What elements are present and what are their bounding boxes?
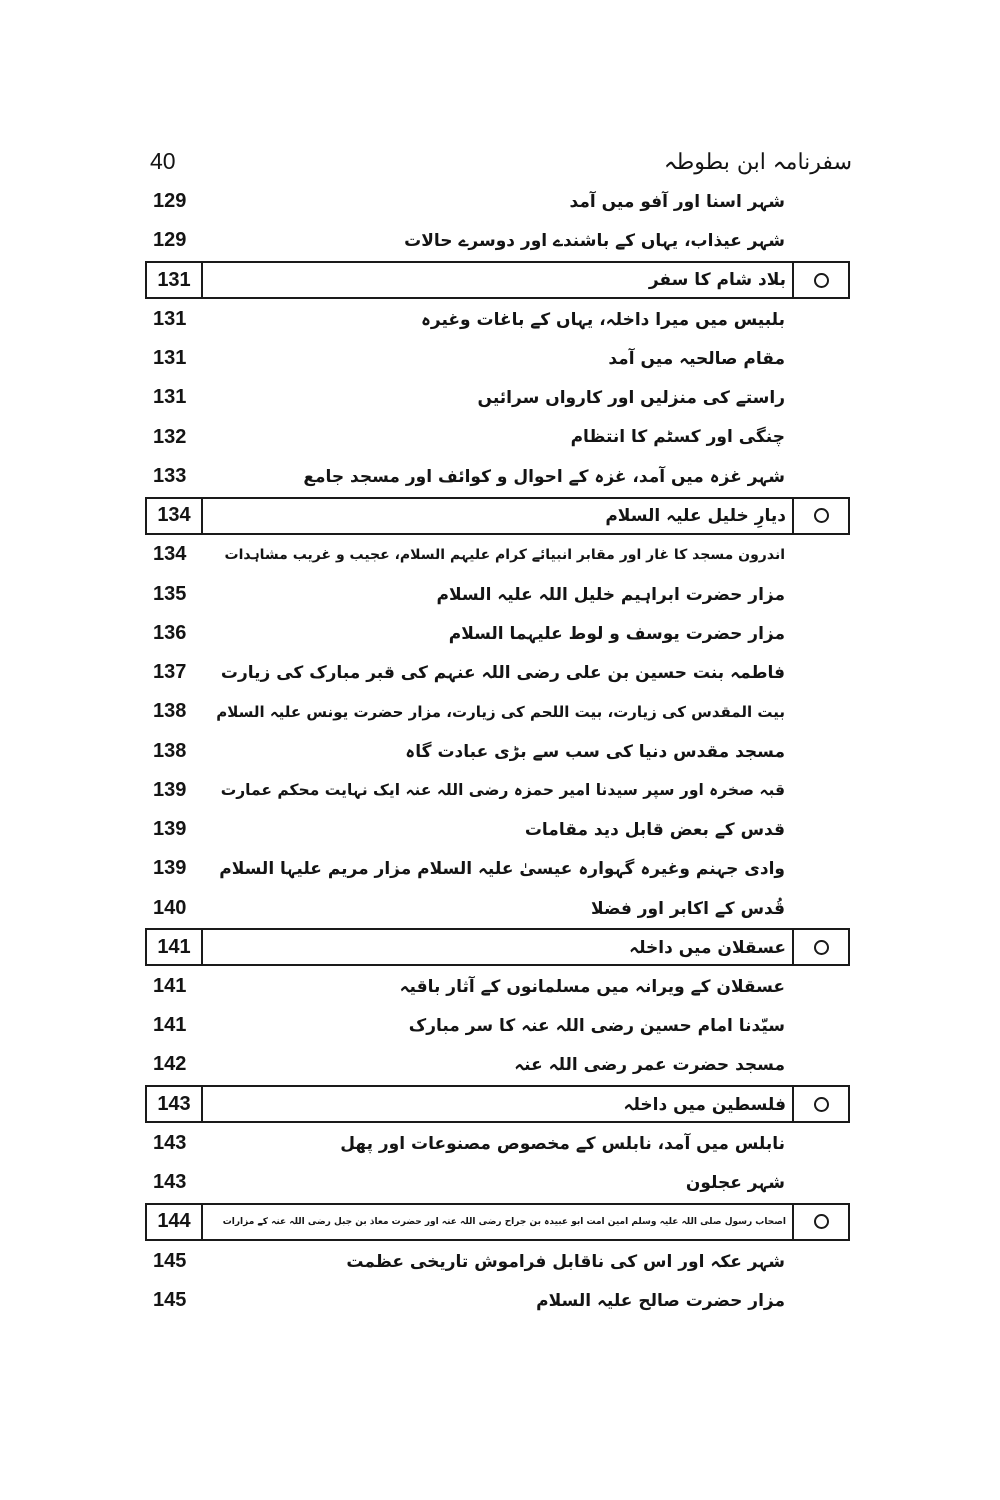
toc-entry xyxy=(145,221,850,260)
toc-entry-title: مزار حضرت ابراہیم خلیل اللہ علیہ السلام xyxy=(436,584,785,605)
section-bullet-icon xyxy=(792,1205,848,1239)
toc-entry-title: شہر عکہ اور اس کی ناقابل فراموش تاریخی عظمت xyxy=(346,1251,785,1272)
toc-entry xyxy=(145,300,850,339)
toc-entry-title: قُدس کے اکابر اور فضلا xyxy=(591,898,785,919)
toc-section-heading xyxy=(145,928,850,966)
circle-icon xyxy=(814,1097,829,1112)
toc-entry xyxy=(145,731,850,770)
toc-page-number: 131 xyxy=(147,263,203,297)
circle-icon xyxy=(814,508,829,523)
circle-icon xyxy=(814,1214,829,1229)
toc-entry-title: چنگی اور کسٹم کا انتظام xyxy=(570,427,785,448)
toc-entry xyxy=(145,1281,850,1320)
toc-entry-title: بلاد شام کا سفر xyxy=(648,270,786,291)
toc-page-number: 142 xyxy=(153,1053,187,1076)
toc-entry xyxy=(145,1124,850,1163)
toc-entry xyxy=(145,849,850,888)
section-bullet-icon xyxy=(792,499,848,533)
toc-page-number: 139 xyxy=(153,857,187,880)
toc-entry-title: عسقلان میں داخلہ xyxy=(629,937,786,958)
toc-entry-title: مزار حضرت صالح علیہ السلام xyxy=(536,1290,785,1311)
toc-page-number: 131 xyxy=(153,307,187,330)
toc-entry-title: مسجد حضرت عمر رضی اللہ عنہ xyxy=(514,1055,785,1076)
toc-section-heading xyxy=(145,1203,850,1241)
toc-entry-title: نابلس میں آمد، نابلس کے مخصوص مصنوعات اور پھل xyxy=(340,1133,785,1154)
toc-entry-title: مسجد مقدس دنیا کی سب سے بڑی عبادت گاہ xyxy=(405,741,785,762)
toc-entry-title: فاطمہ بنت حسین بن علی رضی اللہ عنہم کی قبر مبارک کی زیارت xyxy=(220,663,785,683)
toc-entry-title: راستے کی منزلیں اور کارواں سرائیں xyxy=(477,388,785,409)
circle-icon xyxy=(814,273,829,288)
toc-page-number: 131 xyxy=(153,386,187,409)
toc-page-number: 138 xyxy=(153,739,187,762)
toc-page-number: 134 xyxy=(147,499,203,533)
toc-page-number: 143 xyxy=(153,1131,187,1154)
toc-entry-title: فلسطین میں داخلہ xyxy=(623,1094,786,1115)
toc-entry-title: شہر غزہ میں آمد، غزہ کے احوال و کوائف اور مسجد جامع xyxy=(303,466,785,487)
toc-page-number: 129 xyxy=(153,190,187,213)
toc-entry xyxy=(145,182,850,221)
toc-page-number: 132 xyxy=(153,425,187,448)
toc-entry xyxy=(145,653,850,692)
toc-entry xyxy=(145,1163,850,1202)
toc-entry xyxy=(145,1006,850,1045)
toc-page-number: 134 xyxy=(153,543,187,566)
toc-page-number: 135 xyxy=(153,582,187,605)
toc-entry-title: شہر اسنا اور آفو میں آمد xyxy=(569,192,785,213)
toc-page-number: 143 xyxy=(147,1087,203,1121)
toc-entry xyxy=(145,417,850,456)
toc-entry-title: اندرون مسجد کا غار اور مقابر انبیائے کرام علیہم السلام، عجیب و غریب مشاہدات xyxy=(224,546,785,563)
toc-entry xyxy=(145,378,850,417)
toc-page-number: 139 xyxy=(153,818,187,840)
section-bullet-icon xyxy=(792,1087,848,1121)
toc-entry xyxy=(145,574,850,613)
toc-page-number: 133 xyxy=(153,464,187,487)
section-bullet-icon xyxy=(792,263,848,297)
toc-entry-title: بلبیس میں میرا داخلہ، یہاں کے باغات وغیرہ xyxy=(420,309,785,330)
toc-entry xyxy=(145,810,850,849)
toc-page-number: 138 xyxy=(153,700,187,723)
toc-page-number: 129 xyxy=(153,229,187,252)
toc-page-number: 141 xyxy=(147,930,203,964)
toc-entry-title: شہر عیذاب، یہاں کے باشندے اور دوسرے حالات xyxy=(404,231,785,252)
toc-entry-title: وادی جہنم وغیرہ گہوارہ عیسیٰ علیہ السلام مزار مریم علیہا السلام xyxy=(219,859,785,880)
toc-entry-title: شہر عجلون xyxy=(685,1173,785,1194)
circle-icon xyxy=(814,940,829,955)
toc-entry-title: مقام صالحیہ میں آمد xyxy=(608,349,785,370)
toc-entry xyxy=(145,1045,850,1084)
toc-entry xyxy=(145,457,850,496)
toc-page-number: 137 xyxy=(153,661,187,683)
toc-page-number: 136 xyxy=(153,621,187,644)
toc-page-number: 131 xyxy=(153,347,187,370)
book-title: سفرنامہ ابن بطوطہ xyxy=(663,150,852,175)
toc-entry xyxy=(145,614,850,653)
toc-page-number: 145 xyxy=(153,1249,187,1272)
page-number: 40 xyxy=(150,148,176,174)
toc-entry xyxy=(145,692,850,731)
section-bullet-icon xyxy=(792,930,848,964)
toc-entry-title: اصحاب رسول صلی اللہ علیہ وسلم امین امت ابو عبیدہ بن جراح رضی اللہ عنہ اور حضرت معاذ بن جبل رضی اللہ عنہ کے مزارات xyxy=(222,1216,786,1227)
toc-entry-title: دیارِ خلیل علیہ السلام xyxy=(605,506,786,527)
toc-page-number: 145 xyxy=(153,1288,187,1311)
toc-entry xyxy=(145,535,850,574)
toc-section-heading xyxy=(145,497,850,535)
toc-entry xyxy=(145,1241,850,1280)
toc-page-number: 141 xyxy=(153,1014,187,1037)
toc-page-number: 143 xyxy=(153,1171,187,1194)
toc-entry-title: عسقلان کے ویرانہ میں مسلمانوں کے آثار باقیہ xyxy=(399,976,785,997)
toc-section-heading xyxy=(145,1085,850,1123)
toc-entry xyxy=(145,771,850,810)
toc-entry xyxy=(145,888,850,927)
toc-page-number: 140 xyxy=(153,896,187,919)
toc-entry-title: مزار حضرت یوسف و لوط علیہما السلام xyxy=(448,623,785,644)
toc-entry-title: قدس کے بعض قابل دید مقامات xyxy=(524,820,785,840)
toc-page-number: 139 xyxy=(153,778,187,801)
toc-page-number: 144 xyxy=(147,1205,203,1239)
toc-entry-title: بیت المقدس کی زیارت، بیت اللحم کی زیارت، مزار حضرت یونس علیہ السلام xyxy=(216,702,785,721)
table-of-contents xyxy=(145,182,850,1320)
toc-section-heading xyxy=(145,261,850,299)
toc-entry-title: قبہ صخرہ اور سپر سیدنا امیر حمزہ رضی اللہ عنہ ایک نہایت محکم عمارت xyxy=(220,781,785,800)
toc-page-number: 141 xyxy=(153,974,187,997)
toc-entry xyxy=(145,339,850,378)
toc-entry-title: سیّدنا امام حسین رضی اللہ عنہ کا سر مبارک xyxy=(408,1016,785,1037)
toc-entry xyxy=(145,967,850,1006)
